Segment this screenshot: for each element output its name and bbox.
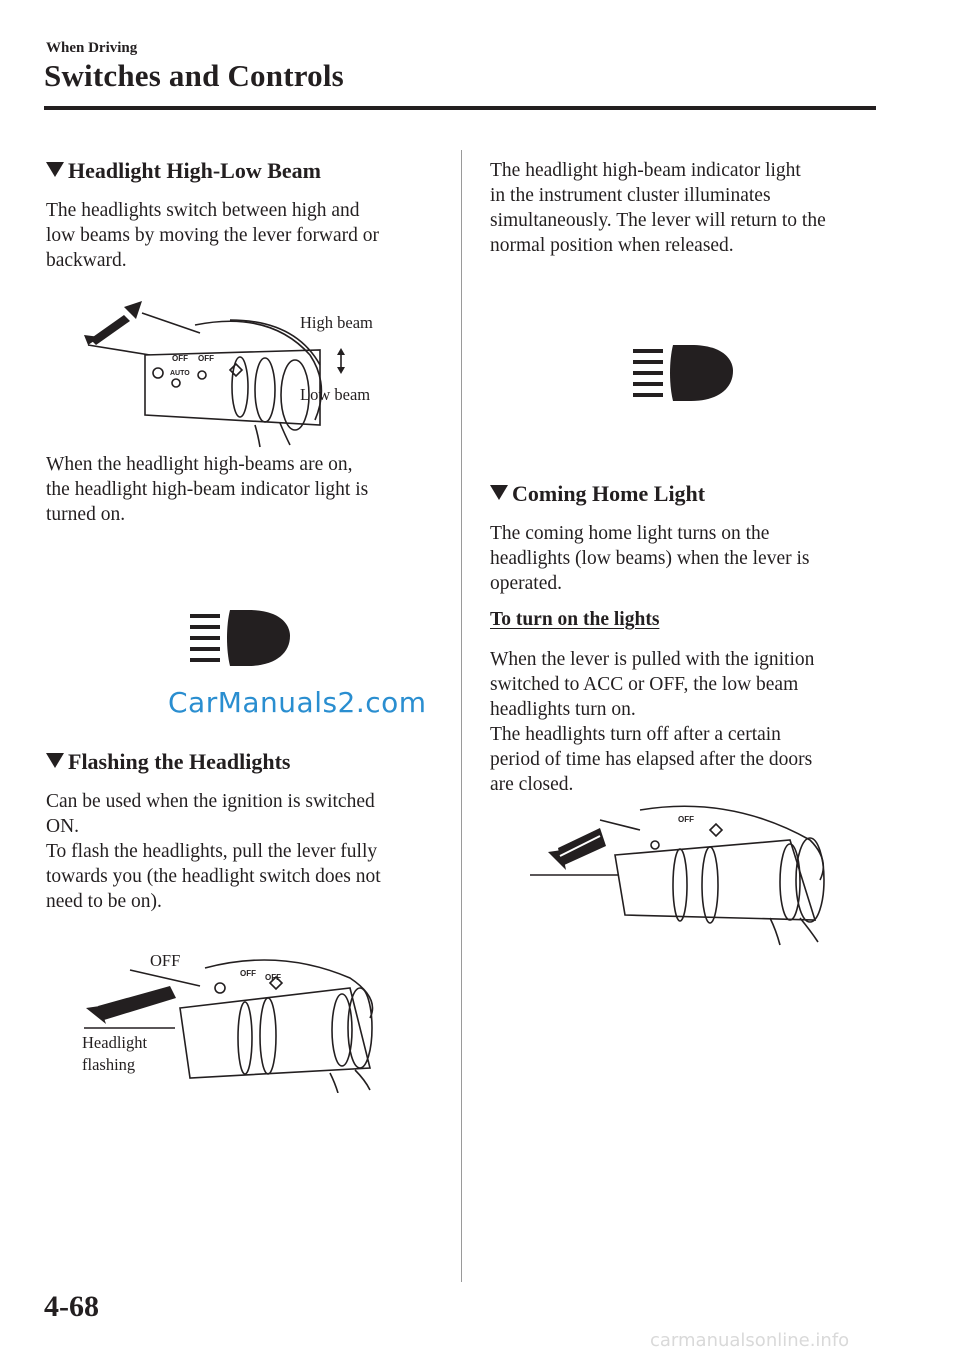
heading-high-low-beam: Headlight High-Low Beam (46, 158, 321, 184)
triangle-bullet-icon (46, 753, 64, 768)
triangle-bullet-icon (490, 485, 508, 500)
paragraph-coming-home-light: The coming home light turns on the headlights (low beams) when the lever is operated. (490, 523, 810, 594)
label-headlight-flashing: Headlight flashing (82, 1033, 148, 1074)
watermark-carmanuals2: CarManuals2.com (168, 686, 427, 719)
lever-mark-off-5: OFF (678, 815, 694, 824)
heading-flashing-headlights: Flashing the Headlights (46, 749, 290, 775)
label-high-beam: High beam (300, 313, 373, 332)
high-beam-indicator-icon-2 (633, 345, 738, 407)
label-low-beam: Low beam (300, 385, 371, 404)
footer-site-watermark: carmanualsonline.info (650, 1330, 850, 1351)
lever-mark-off-3: OFF (240, 969, 256, 978)
label-off: OFF (150, 951, 181, 970)
triangle-bullet-icon (46, 162, 64, 177)
paragraph-indicator-simultaneous: The headlight high-beam indicator light in the instrument cluster illuminates simultaneously. The lever will return to the normal position when released. (490, 160, 826, 256)
section-kicker: When Driving (46, 40, 138, 56)
column-divider (461, 150, 462, 1282)
lever-mark-off-4: OFF (265, 973, 281, 982)
lever-mark-off: OFF (172, 354, 188, 363)
lever-mark-auto: AUTO (170, 370, 190, 377)
high-beam-indicator-icon (190, 610, 295, 672)
header-rule (44, 106, 876, 110)
paragraph-turn-on-lights: When the lever is pulled with the ignition switched to ACC or OFF, the low beam headlights turn on. The headlights turn off after a certain period of time has elapsed after the doors are closed. (490, 649, 815, 795)
lever-mark-off-2: OFF (198, 354, 214, 363)
lever-coming-home-illustration (530, 800, 840, 950)
page-title: Switches and Controls (44, 58, 344, 93)
heading-coming-home-light: Coming Home Light (490, 481, 705, 507)
page-number: 4-68 (44, 1290, 99, 1323)
paragraph-flashing-headlights: Can be used when the ignition is switched ON. To flash the headlights, pull the lever fully towards you (the headlight switch does not need to be on). (46, 791, 381, 912)
paragraph-high-low-beam: The headlights switch between high and low beams by moving the lever forward or backward. (46, 200, 380, 271)
paragraph-high-beam-on: When the headlight high-beams are on, the headlight high-beam indicator light is turned on. (46, 454, 369, 525)
subheading-turn-on-lights: To turn on the lights (490, 609, 660, 630)
